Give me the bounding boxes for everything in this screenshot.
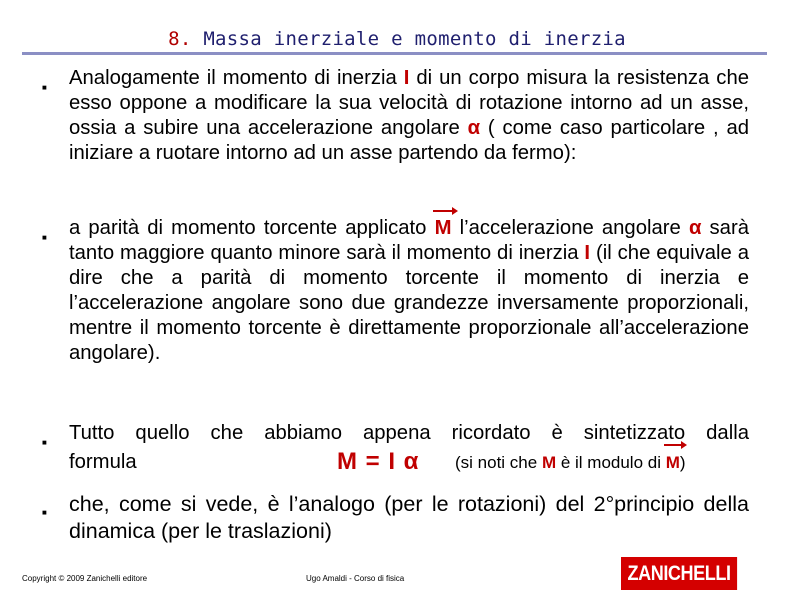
symbol-torque-vector — [666, 453, 680, 473]
text-run: (il che equivale a dire che a parità di momento torcente il momento di inerzia e l’accelerazione angolare sono due grandezze inversamente proporzionali, mentre il momento torcente è direttamente proporzionale all’accelerazione angolare). — [69, 242, 749, 364]
text-run: Analogamente il momento di inerzia — [69, 67, 404, 89]
symbol-torque: M — [434, 217, 452, 239]
title-number: 8. — [168, 28, 192, 50]
bullet-text-2 — [69, 216, 749, 366]
symbol-alpha: α — [688, 217, 702, 239]
bullet-text-4 — [69, 491, 749, 545]
symbol-torque: M — [541, 453, 557, 472]
slide-title — [0, 28, 794, 50]
formula-label: formula — [69, 451, 137, 473]
formula-equation: M = I α — [337, 448, 420, 475]
bullet-text-3 — [69, 421, 749, 446]
text-run: sarà tanto maggiore quanto minore sarà il momento di inerzia — [69, 217, 749, 264]
bullet-marker-4: ■ — [42, 508, 47, 517]
footer-course: Ugo Amaldi - Corso di fisica — [306, 574, 405, 583]
text-run: ( come caso particolare , ad iniziare a ruotare intorno ad un asse partendo da fermo): — [69, 117, 749, 164]
symbol-torque-vector — [435, 216, 452, 241]
symbol-inertia: I — [403, 67, 410, 89]
text-run: è il modulo di — [556, 453, 666, 472]
title-text: Massa inerziale e momento di inerzia — [203, 28, 626, 50]
publisher-logo: ZANICHELLI — [621, 557, 737, 590]
text-run: ) — [679, 453, 686, 472]
text-run: di un corpo misura la resistenza che esso oppone a modificare la sua velocità di rotazione intorno ad un asse, ossia a subire una accelerazione angolare — [69, 67, 750, 139]
formula-note — [455, 453, 686, 473]
text-run: a parità di momento torcente applicato — [69, 217, 435, 239]
bullet-marker-3: ■ — [42, 438, 47, 447]
title-underline — [22, 52, 767, 55]
text-run: Tutto quello che abbiamo appena ricordato è sintetizzato dalla — [69, 422, 749, 444]
formula-line — [69, 448, 759, 477]
bullet-marker-1: ■ — [42, 83, 47, 92]
vector-arrow-icon — [664, 444, 683, 446]
text-run: che, come si vede, è l’analogo (per le rotazioni) del 2°principio della dinamica (per le traslazioni) — [69, 492, 749, 543]
vector-arrow-icon — [433, 210, 455, 212]
bullet-marker-2: ■ — [42, 233, 47, 242]
bullet-text-1 — [69, 66, 749, 166]
symbol-inertia: I — [584, 242, 591, 264]
text-run: l’accelerazione angolare — [451, 217, 689, 239]
text-run: (si noti che — [455, 453, 542, 472]
footer-copyright: Copyright © 2009 Zanichelli editore — [22, 574, 148, 583]
symbol-torque: M — [665, 453, 680, 472]
symbol-alpha: α — [467, 117, 481, 139]
